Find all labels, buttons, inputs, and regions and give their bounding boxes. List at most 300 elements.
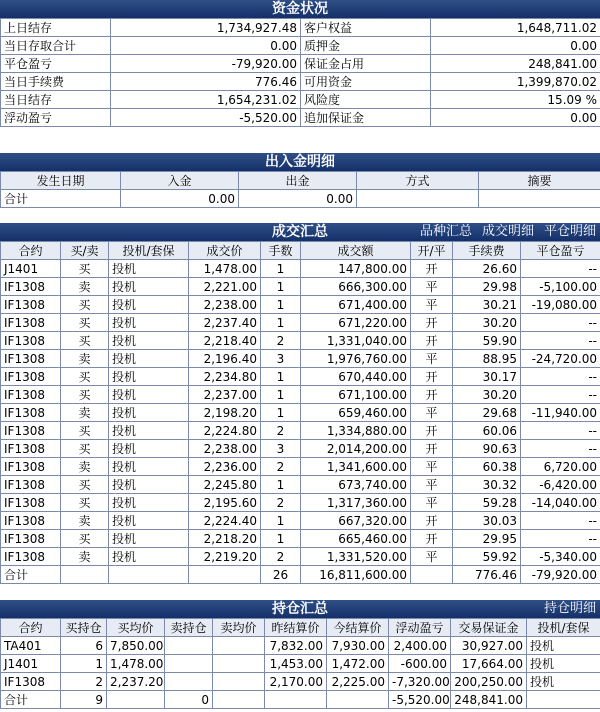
table-row — [1, 314, 600, 332]
table-cell: 7,850.00 — [107, 637, 165, 655]
table-cell: 670,440.00 — [301, 368, 411, 386]
table-cell: 2,221.00 — [189, 278, 261, 296]
fund-title: 资金状况 — [0, 0, 600, 18]
table-cell: IF1308 — [1, 512, 61, 530]
table-cell: 26.60 — [453, 260, 521, 278]
table-cell: 1,399,870.02 — [431, 73, 600, 91]
table-cell — [189, 566, 261, 584]
table-cell — [327, 691, 389, 709]
table-cell: -- — [521, 386, 600, 404]
fund-table — [0, 18, 600, 127]
table-cell — [213, 691, 265, 709]
table-cell: 17,664.00 — [451, 655, 527, 673]
table-cell: 投机 — [109, 494, 189, 512]
table-row — [1, 476, 600, 494]
table-cell: 卖 — [61, 278, 109, 296]
table-cell — [357, 190, 479, 208]
table-cell: 1 — [261, 314, 301, 332]
table-cell: 0.00 — [431, 37, 600, 55]
table-cell: 买 — [61, 530, 109, 548]
table-cell: -11,940.00 — [521, 404, 600, 422]
table-row — [1, 260, 600, 278]
trade-header-row — [1, 242, 600, 260]
table-cell: 1 — [261, 368, 301, 386]
table-cell: 方式 — [357, 172, 479, 190]
table-cell: 上日结存 — [1, 19, 111, 37]
table-cell: 客户权益 — [301, 19, 431, 37]
table-cell: 59.28 — [453, 494, 521, 512]
table-cell: IF1308 — [1, 440, 61, 458]
fund-row — [1, 55, 600, 73]
table-cell: 平 — [411, 476, 453, 494]
table-cell: 6,720.00 — [521, 458, 600, 476]
table-cell: 1,472.00 — [327, 655, 389, 673]
table-cell: 投机 — [109, 386, 189, 404]
fund-row — [1, 109, 600, 127]
table-cell: TA401 — [1, 637, 61, 655]
table-cell: 追加保证金 — [301, 109, 431, 127]
trade-link-0[interactable]: 品种汇总 — [419, 224, 472, 239]
table-cell: -7,320.00 — [389, 673, 451, 691]
table-cell: 1,478.00 — [107, 655, 165, 673]
table-cell: 0 — [165, 691, 213, 709]
table-cell: 2,225.00 — [327, 673, 389, 691]
table-cell — [411, 566, 453, 584]
fund-row — [1, 91, 600, 109]
table-cell: 60.06 — [453, 422, 521, 440]
table-cell: 2,170.00 — [265, 673, 327, 691]
table-row — [1, 655, 600, 673]
table-cell: 30.32 — [453, 476, 521, 494]
table-cell: 当日存取合计 — [1, 37, 111, 55]
pos-links — [534, 600, 596, 618]
table-cell: 浮动盈亏 — [1, 109, 111, 127]
table-cell: 2,224.80 — [189, 422, 261, 440]
table-cell: 投机 — [109, 512, 189, 530]
table-cell: 投机 — [527, 673, 600, 691]
table-cell: 659,460.00 — [301, 404, 411, 422]
table-cell: 投机 — [109, 440, 189, 458]
table-cell: -14,040.00 — [521, 494, 600, 512]
table-cell: 30.03 — [453, 512, 521, 530]
table-cell: IF1308 — [1, 476, 61, 494]
table-cell: 风险度 — [301, 91, 431, 109]
table-cell: 买持仓 — [61, 619, 107, 637]
table-cell: 2 — [261, 422, 301, 440]
table-cell: 1,334,880.00 — [301, 422, 411, 440]
table-cell: 投机 — [109, 458, 189, 476]
trade-section — [0, 223, 600, 584]
table-cell: 开 — [411, 260, 453, 278]
table-cell: 2 — [261, 494, 301, 512]
table-cell: -- — [521, 512, 600, 530]
table-cell: 浮动盈亏 — [389, 619, 451, 637]
table-cell — [107, 691, 165, 709]
table-cell: IF1308 — [1, 422, 61, 440]
io-header-row — [1, 172, 600, 190]
table-cell: 平仓盈亏 — [521, 242, 600, 260]
table-cell: 平仓盈亏 — [1, 55, 111, 73]
table-cell: 质押金 — [301, 37, 431, 55]
table-cell: 投机/套保 — [527, 619, 600, 637]
table-cell: 开 — [411, 422, 453, 440]
table-cell: 成交额 — [301, 242, 411, 260]
table-cell: -- — [521, 260, 600, 278]
table-cell: 1,648,711.02 — [431, 19, 600, 37]
table-cell: 2 — [61, 673, 107, 691]
table-cell — [265, 691, 327, 709]
table-cell: IF1308 — [1, 314, 61, 332]
table-cell: 2,237.40 — [189, 314, 261, 332]
table-cell: 2 — [261, 548, 301, 566]
table-cell: 手数 — [261, 242, 301, 260]
table-cell — [109, 566, 189, 584]
table-cell: 买 — [61, 422, 109, 440]
table-cell — [165, 673, 213, 691]
table-cell: 248,841.00 — [431, 55, 600, 73]
table-cell: 2,218.20 — [189, 530, 261, 548]
table-cell: 平 — [411, 278, 453, 296]
table-cell — [213, 673, 265, 691]
table-cell: -6,420.00 — [521, 476, 600, 494]
table-cell: 667,320.00 — [301, 512, 411, 530]
table-cell: 卖 — [61, 548, 109, 566]
table-cell: J1401 — [1, 260, 61, 278]
table-cell: 投机 — [527, 637, 600, 655]
table-cell: 29.68 — [453, 404, 521, 422]
table-row — [1, 296, 600, 314]
table-cell: 投机 — [109, 332, 189, 350]
table-row — [1, 350, 600, 368]
table-cell: 2,245.80 — [189, 476, 261, 494]
table-cell: 147,800.00 — [301, 260, 411, 278]
table-cell: 1 — [261, 278, 301, 296]
table-cell: 昨结算价 — [265, 619, 327, 637]
table-cell: IF1308 — [1, 296, 61, 314]
table-cell: J1401 — [1, 655, 61, 673]
table-cell: 保证金占用 — [301, 55, 431, 73]
table-cell: IF1308 — [1, 458, 61, 476]
table-cell: 673,740.00 — [301, 476, 411, 494]
table-cell — [527, 691, 600, 709]
table-cell: 30.20 — [453, 386, 521, 404]
table-cell: 29.98 — [453, 278, 521, 296]
table-cell: 投机 — [109, 350, 189, 368]
io-section — [0, 153, 600, 208]
table-cell: 开/平 — [411, 242, 453, 260]
trade-total-row — [1, 566, 600, 584]
table-cell: -79,920.00 — [111, 55, 301, 73]
table-cell: 0.00 — [121, 190, 239, 208]
table-cell: 平 — [411, 458, 453, 476]
table-cell: 6 — [61, 637, 107, 655]
table-cell: 3 — [261, 440, 301, 458]
table-cell: 30,927.00 — [451, 637, 527, 655]
table-cell: -600.00 — [389, 655, 451, 673]
table-cell: 买 — [61, 476, 109, 494]
table-cell: 776.46 — [111, 73, 301, 91]
table-cell: IF1308 — [1, 386, 61, 404]
pos-title: 持仓汇总 — [272, 601, 328, 617]
table-row — [1, 278, 600, 296]
table-cell: 9 — [61, 691, 107, 709]
table-cell: 可用资金 — [301, 73, 431, 91]
table-cell: 开 — [411, 368, 453, 386]
table-cell: 59.92 — [453, 548, 521, 566]
table-cell: 7,832.00 — [265, 637, 327, 655]
table-cell: 今结算价 — [327, 619, 389, 637]
table-cell: 1 — [261, 296, 301, 314]
table-cell: 1,976,760.00 — [301, 350, 411, 368]
table-cell: 开 — [411, 440, 453, 458]
pos-total-row — [1, 691, 600, 709]
table-cell: 2,014,200.00 — [301, 440, 411, 458]
table-row — [1, 386, 600, 404]
table-cell: 30.21 — [453, 296, 521, 314]
table-cell: 90.63 — [453, 440, 521, 458]
table-cell — [61, 566, 109, 584]
table-cell: 当日手续费 — [1, 73, 111, 91]
table-cell: 平 — [411, 350, 453, 368]
table-row — [1, 673, 600, 691]
table-cell: 卖均价 — [213, 619, 265, 637]
table-cell: 投机 — [109, 422, 189, 440]
table-cell: 2,196.40 — [189, 350, 261, 368]
table-cell: 发生日期 — [1, 172, 121, 190]
table-cell: 投机 — [109, 296, 189, 314]
table-cell: 平 — [411, 548, 453, 566]
table-cell: 买/卖 — [61, 242, 109, 260]
fund-section — [0, 0, 600, 127]
table-row — [1, 422, 600, 440]
table-cell: 1 — [261, 404, 301, 422]
table-cell: IF1308 — [1, 494, 61, 512]
io-total-row — [1, 190, 600, 208]
table-cell: IF1308 — [1, 548, 61, 566]
table-cell: 开 — [411, 512, 453, 530]
table-cell: 入金 — [121, 172, 239, 190]
table-cell — [165, 655, 213, 673]
fund-row — [1, 73, 600, 91]
table-row — [1, 548, 600, 566]
table-cell: 交易保证金 — [451, 619, 527, 637]
table-row — [1, 637, 600, 655]
table-cell: 开 — [411, 332, 453, 350]
table-cell: -5,100.00 — [521, 278, 600, 296]
table-cell: 开 — [411, 530, 453, 548]
table-cell: 0.00 — [239, 190, 357, 208]
table-cell: 2,195.60 — [189, 494, 261, 512]
trade-title: 成交汇总 — [272, 224, 328, 240]
io-title: 出入金明细 — [0, 153, 600, 171]
table-cell: 投机 — [109, 314, 189, 332]
table-cell: 2,236.00 — [189, 458, 261, 476]
table-row — [1, 332, 600, 350]
table-cell: 666,300.00 — [301, 278, 411, 296]
pos-table — [0, 618, 600, 709]
table-cell: 合约 — [1, 242, 61, 260]
table-row — [1, 404, 600, 422]
table-cell: 0.00 — [111, 37, 301, 55]
pos-link-0[interactable]: 持仓明细 — [543, 601, 596, 616]
table-cell: 买 — [61, 440, 109, 458]
table-cell: 1,317,360.00 — [301, 494, 411, 512]
trade-link-1[interactable]: 成交明细 — [481, 224, 534, 239]
table-row — [1, 494, 600, 512]
table-cell: 卖 — [61, 458, 109, 476]
pos-title-bar — [0, 600, 600, 618]
table-cell: 平 — [411, 296, 453, 314]
table-cell: 当日结存 — [1, 91, 111, 109]
table-cell: 投机/套保 — [109, 242, 189, 260]
table-cell: 2,238.00 — [189, 296, 261, 314]
table-cell: -5,520.00 — [389, 691, 451, 709]
trade-links — [410, 223, 596, 241]
table-cell: 1,331,040.00 — [301, 332, 411, 350]
table-cell: IF1308 — [1, 530, 61, 548]
table-cell: 合约 — [1, 619, 61, 637]
table-cell: 2,224.40 — [189, 512, 261, 530]
table-cell: 30.17 — [453, 368, 521, 386]
table-cell: 合计 — [1, 691, 61, 709]
table-row — [1, 368, 600, 386]
table-cell: 买 — [61, 296, 109, 314]
table-cell: -- — [521, 440, 600, 458]
table-cell: 买均价 — [107, 619, 165, 637]
table-cell: 1 — [261, 512, 301, 530]
table-row — [1, 530, 600, 548]
table-cell: 摘要 — [479, 172, 600, 190]
table-cell — [213, 637, 265, 655]
table-cell: 7,930.00 — [327, 637, 389, 655]
table-cell: -24,720.00 — [521, 350, 600, 368]
table-row — [1, 440, 600, 458]
table-cell: 投机 — [109, 260, 189, 278]
table-cell: 买 — [61, 368, 109, 386]
table-cell: 200,250.00 — [451, 673, 527, 691]
table-cell: 248,841.00 — [451, 691, 527, 709]
table-cell: 2,400.00 — [389, 637, 451, 655]
table-cell: 1 — [261, 476, 301, 494]
table-cell: 776.46 — [453, 566, 521, 584]
table-cell: 开 — [411, 386, 453, 404]
table-cell: 卖 — [61, 512, 109, 530]
table-cell: 665,460.00 — [301, 530, 411, 548]
table-cell: IF1308 — [1, 278, 61, 296]
table-cell: 2,218.40 — [189, 332, 261, 350]
table-cell: 投机 — [109, 404, 189, 422]
table-row — [1, 458, 600, 476]
table-cell: 卖 — [61, 350, 109, 368]
table-cell: 1 — [61, 655, 107, 673]
table-cell — [165, 637, 213, 655]
table-cell: 2,238.00 — [189, 440, 261, 458]
table-cell: 671,220.00 — [301, 314, 411, 332]
pos-header-row — [1, 619, 600, 637]
table-cell: -5,520.00 — [111, 109, 301, 127]
table-cell: 1,734,927.48 — [111, 19, 301, 37]
table-cell: 2 — [261, 332, 301, 350]
table-cell: IF1308 — [1, 332, 61, 350]
table-cell: 1,341,600.00 — [301, 458, 411, 476]
table-cell: 1 — [261, 386, 301, 404]
table-cell: 2,237.00 — [189, 386, 261, 404]
table-cell: -5,340.00 — [521, 548, 600, 566]
table-cell: 1 — [261, 530, 301, 548]
trade-link-2[interactable]: 平仓明细 — [543, 224, 596, 239]
table-cell: -19,080.00 — [521, 296, 600, 314]
table-cell: 投机 — [109, 476, 189, 494]
table-cell: 2,198.20 — [189, 404, 261, 422]
table-cell: 671,100.00 — [301, 386, 411, 404]
table-cell: 26 — [261, 566, 301, 584]
table-cell: 买 — [61, 332, 109, 350]
table-cell: 59.90 — [453, 332, 521, 350]
table-cell: 29.95 — [453, 530, 521, 548]
trade-title-bar — [0, 223, 600, 241]
table-cell: 投机 — [109, 368, 189, 386]
table-cell: 2,219.20 — [189, 548, 261, 566]
table-cell: 1,478.00 — [189, 260, 261, 278]
table-cell: IF1308 — [1, 404, 61, 422]
table-cell: 买 — [61, 494, 109, 512]
io-table — [0, 171, 600, 208]
table-cell: 买 — [61, 386, 109, 404]
table-cell: 买 — [61, 314, 109, 332]
table-cell: 投机 — [109, 548, 189, 566]
table-cell: 平 — [411, 494, 453, 512]
table-cell: -- — [521, 422, 600, 440]
table-cell: 卖持仓 — [165, 619, 213, 637]
table-cell: 3 — [261, 350, 301, 368]
table-cell: 88.95 — [453, 350, 521, 368]
table-cell: -- — [521, 314, 600, 332]
table-cell: 2,234.80 — [189, 368, 261, 386]
table-cell: 投机 — [527, 655, 600, 673]
table-cell: 合计 — [1, 190, 121, 208]
table-cell: 出金 — [239, 172, 357, 190]
table-cell: IF1308 — [1, 368, 61, 386]
table-cell: 1,331,520.00 — [301, 548, 411, 566]
table-cell: 合计 — [1, 566, 61, 584]
table-cell — [213, 655, 265, 673]
table-cell: 卖 — [61, 404, 109, 422]
table-cell: 1 — [261, 260, 301, 278]
table-cell: 平 — [411, 404, 453, 422]
fund-row — [1, 19, 600, 37]
table-cell: 60.38 — [453, 458, 521, 476]
table-cell: 15.09 % — [431, 91, 600, 109]
table-cell — [479, 190, 600, 208]
table-cell: 2,237.20 — [107, 673, 165, 691]
table-row — [1, 512, 600, 530]
table-cell: 投机 — [109, 278, 189, 296]
table-cell: 0.00 — [431, 109, 600, 127]
table-cell: -- — [521, 368, 600, 386]
table-cell: 671,400.00 — [301, 296, 411, 314]
table-cell: IF1308 — [1, 350, 61, 368]
fund-row — [1, 37, 600, 55]
table-cell: 16,811,600.00 — [301, 566, 411, 584]
table-cell: 开 — [411, 314, 453, 332]
table-cell: -- — [521, 530, 600, 548]
pos-section — [0, 600, 600, 709]
table-cell: 手续费 — [453, 242, 521, 260]
table-cell: 1,654,231.02 — [111, 91, 301, 109]
table-cell: 成交价 — [189, 242, 261, 260]
table-cell: 2 — [261, 458, 301, 476]
table-cell: 投机 — [109, 530, 189, 548]
